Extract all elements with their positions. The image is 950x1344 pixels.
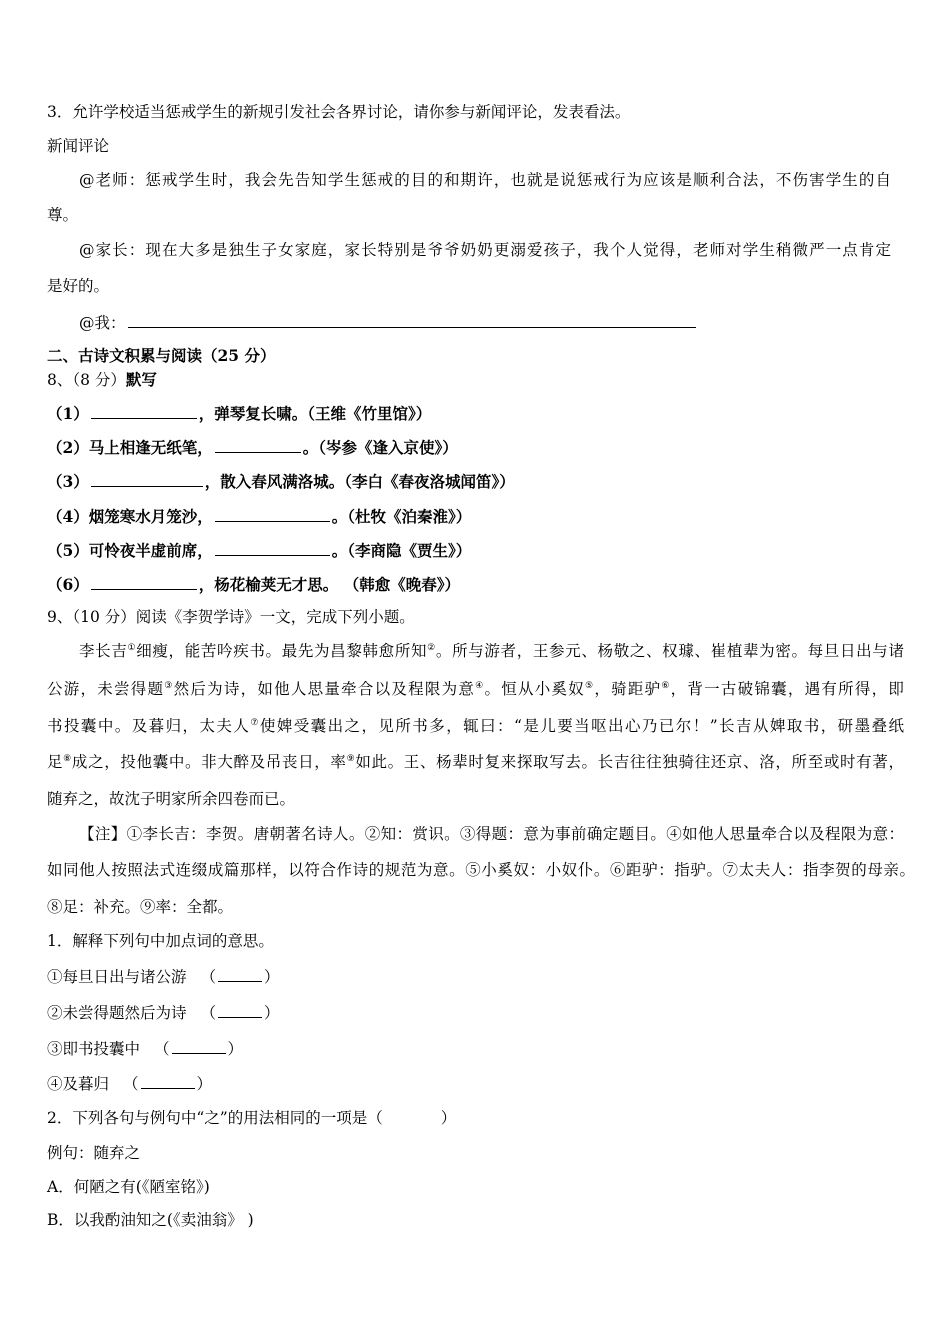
q8-item-5 [47, 542, 471, 559]
passage-line-4 [47, 755, 904, 771]
passage-text: 细瘦，能苦吟疾书。最先为昌黎韩愈所知 [136, 642, 428, 660]
passage-line-2 [47, 682, 904, 698]
q8-item-6-text: ，杨花榆荚无才思。 （韩愈《晚春》） [198, 575, 460, 594]
q8-item-4 [47, 508, 471, 525]
q8-item-3 [47, 473, 515, 490]
notes-line-3: ⑧足：补充。⑨率：全都。 [47, 898, 234, 916]
paren-close: ） [227, 1040, 244, 1058]
passage-text: 。所与游者，王参元、杨敬之、权璩、崔植辈为密。每旦日出与诸 [435, 642, 904, 660]
notes-line-1: 【注】①李长吉：李贺。唐朝著名诗人。②知：赏识。③得题：意为事前确定题目。④如他人思量牵合以及程限为意： [79, 825, 904, 843]
paren-close: ） [440, 1109, 457, 1127]
q8-item-6 [47, 576, 460, 593]
q8-item-2 [47, 439, 458, 456]
q8-item-4-text: 。（杜牧《泊秦淮》） [331, 507, 472, 526]
sub2-option-b[interactable]: B．以我酌油知之(《卖油翁》 ) [47, 1211, 254, 1229]
passage-line-3 [47, 719, 904, 735]
q8-item-1-blank[interactable] [91, 405, 197, 419]
q3-prompt: 3．允许学校适当惩戒学生的新规引发社会各界讨论，请你参与新闻评论，发表看法。 [47, 103, 631, 121]
passage-line-1 [79, 644, 904, 660]
note-ref-1: ① [127, 643, 137, 653]
sub1-prompt: 1．解释下列句中加点词的意思。 [47, 932, 274, 950]
sub1-item-3-text: ③即书投囊中 [47, 1040, 141, 1058]
paren-open: （ [200, 1004, 217, 1022]
note-ref-8: ⑧ [63, 754, 72, 764]
my-comment-row [79, 314, 698, 332]
sub2-prompt [47, 1111, 456, 1127]
sub1-item-2-text: ②未尝得题然后为诗 [47, 1004, 187, 1022]
note-ref-4: ④ [475, 681, 485, 691]
my-comment-answer-blank[interactable] [128, 314, 696, 328]
q8-label: 默写 [125, 370, 157, 389]
q8-item-1-prefix: （1） [47, 404, 89, 423]
sub2-prompt-text: 2．下列各句与例句中“之”的用法相同的一项是（ [47, 1109, 383, 1127]
sub1-item-4 [47, 1075, 212, 1093]
sub1-item-1-blank[interactable] [218, 968, 262, 982]
q8-item-2-text: 。（岑参《逢入京使》） [302, 438, 458, 457]
sub1-item-2 [47, 1004, 280, 1022]
sub1-item-2-blank[interactable] [218, 1004, 262, 1018]
q8-header [47, 372, 157, 389]
passage-text: 足 [47, 753, 64, 771]
sub1-item-1 [47, 968, 280, 986]
q8-item-2-prefix: （2）马上相逢无纸笔， [47, 438, 213, 457]
passage-text: 然后为诗，如他人思量牵合以及程限为意 [173, 680, 476, 698]
parent-comment-line2: 是好的。 [47, 277, 110, 295]
q8-item-5-text: 。（李商隐《贾生》） [331, 541, 472, 560]
paren-close: ） [196, 1075, 213, 1093]
section2-title: 二、古诗文积累与阅读（25 分） [47, 346, 276, 365]
paren-close: ） [264, 968, 280, 986]
sub1-item-4-text: ④及暮归 [47, 1075, 110, 1093]
passage-text: 使婢受囊出之，见所书多，辄曰：“是儿要当呕出心乃已尔！”长吉从婢取书，研墨叠纸 [259, 717, 904, 735]
note-ref-9: ⑨ [346, 754, 356, 764]
q8-item-4-prefix: （4）烟笼寒水月笼沙， [47, 507, 213, 526]
passage-text: ，骑距驴 [594, 680, 662, 698]
note-ref-6: ⑥ [661, 681, 671, 691]
sub2-option-a[interactable]: A．何陋之有(《陋室铭》) [47, 1178, 210, 1196]
passage-text: 成之，投他囊中。非大醉及吊丧日，率 [71, 753, 347, 771]
news-comment-heading: 新闻评论 [47, 137, 110, 155]
sub1-item-1-text: ①每旦日出与诸公游 [47, 968, 187, 986]
note-ref-7: ⑦ [250, 718, 260, 728]
paren-open: （ [200, 968, 217, 986]
note-ref-3: ③ [164, 681, 174, 691]
paren-open: （ [154, 1040, 170, 1058]
passage-text: 。恒从小奚奴 [484, 680, 585, 698]
q8-item-5-prefix: （5）可怜夜半虚前席， [47, 541, 213, 560]
sub1-item-3 [47, 1040, 243, 1058]
paren-open: （ [123, 1075, 139, 1093]
notes-line-2: 如同他人按照法式连缀成篇那样，以符合作诗的规范为意。⑤小奚奴：小奴仆。⑥距驴：指驴。⑦太夫人：指李贺的母亲。 [47, 861, 915, 879]
q8-item-1 [47, 405, 431, 422]
q8-item-6-blank[interactable] [91, 576, 197, 590]
teacher-comment-line2: 尊。 [47, 206, 79, 224]
teacher-comment-line1: @老师：惩戒学生时，我会先告知学生惩戒的目的和期许，也就是说惩戒行为应该是顺利合法，不伤害学生的自 [79, 171, 891, 189]
sub2-example: 例句：随弃之 [47, 1144, 141, 1162]
q8-item-3-prefix: （3） [47, 472, 89, 491]
passage-text: ，背一古破锦囊，遇有所得，即 [670, 680, 904, 698]
passage-text: 书投囊中。及暮归，太夫人 [47, 717, 251, 735]
q8-item-1-text: ，弹琴复长啸。（王维《竹里馆》） [198, 404, 432, 423]
note-ref-5: ⑤ [584, 681, 595, 691]
q8-item-2-blank[interactable] [215, 439, 301, 453]
q8-item-3-text: ，散入春风满洛城。（李白《春夜洛城闻笛》） [204, 472, 515, 491]
paren-close: ） [264, 1004, 280, 1022]
note-ref-2: ② [427, 643, 436, 653]
sub1-item-4-blank[interactable] [141, 1075, 195, 1089]
parent-comment-line1: @家长：现在大多是独生子女家庭，家长特别是爷爷奶奶更溺爱孩子，我个人觉得，老师对学生稍微严一点肯定 [79, 241, 891, 259]
passage-text: 李长吉 [79, 642, 128, 660]
passage-text: 如此。王、杨辈时复来探取写去。长吉往往独骑往还京、洛，所至或时有著， [355, 753, 904, 771]
q8-item-6-prefix: （6） [47, 575, 89, 594]
q8-item-4-blank[interactable] [215, 508, 330, 522]
passage-line-5: 随弃之，故沈子明家所余四卷而已。 [47, 790, 296, 808]
passage-text: 公游，未尝得题 [47, 680, 165, 698]
sub1-item-3-blank[interactable] [172, 1040, 226, 1054]
q9-header: 9、（10 分）阅读《李贺学诗》一文，完成下列小题。 [47, 608, 415, 626]
q8-number: 8、（8 分） [47, 371, 126, 389]
my-comment-label: @我： [79, 314, 126, 332]
q8-item-5-blank[interactable] [215, 542, 330, 556]
q8-item-3-blank[interactable] [91, 473, 203, 487]
